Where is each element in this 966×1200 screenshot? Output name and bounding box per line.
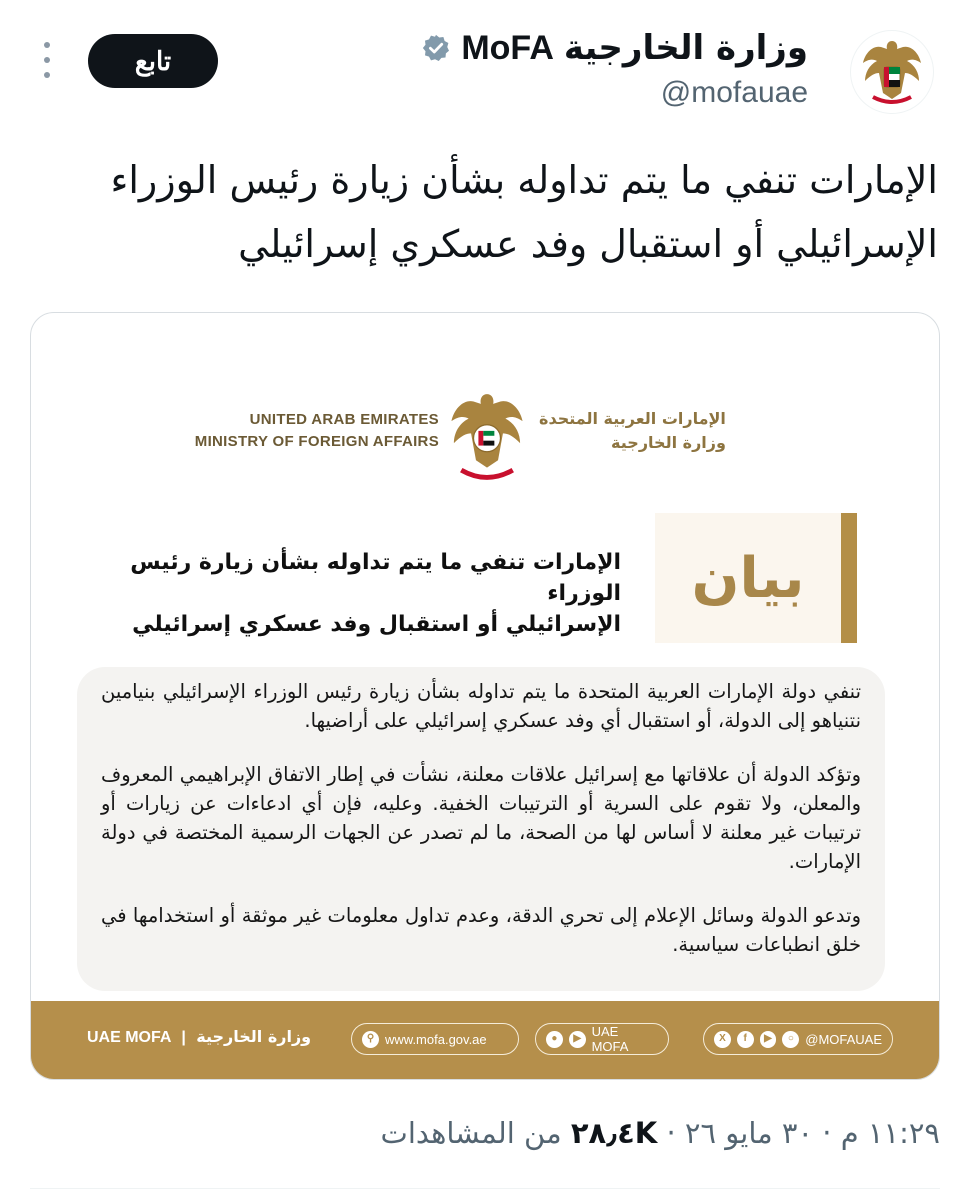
footer-brand-sep: | bbox=[181, 1029, 186, 1046]
statement-heading-line: الإسرائيلي أو استقبال وفد عسكري إسرائيلي bbox=[132, 612, 621, 637]
instagram-icon: ○ bbox=[782, 1031, 799, 1048]
footer-brand-ar: وزارة الخارجية bbox=[196, 1027, 312, 1046]
statement-body bbox=[77, 667, 885, 991]
tweet-text-line: الإسرائيلي أو استقبال وفد عسكري إسرائيلي bbox=[238, 222, 938, 266]
statement-heading bbox=[61, 547, 621, 640]
tweet-time[interactable]: ١١:٢٩ م bbox=[840, 1116, 940, 1150]
letterhead-ar-line: الإمارات العربية المتحدة bbox=[539, 409, 726, 428]
footer-app-label: UAE MOFA bbox=[591, 1024, 629, 1054]
divider bbox=[30, 1188, 940, 1189]
footer-brand-en: UAE MOFA bbox=[87, 1029, 171, 1046]
statement-label: بيان bbox=[691, 545, 805, 611]
tweet-date[interactable]: ٣٠ مايو ٢٦ bbox=[684, 1116, 814, 1150]
footer-brand bbox=[87, 1027, 311, 1047]
letterhead-ar bbox=[539, 407, 726, 455]
display-name[interactable] bbox=[421, 28, 808, 68]
statement-label-box bbox=[655, 513, 857, 643]
letterhead-en-line: UNITED ARAB EMIRATES bbox=[249, 411, 439, 428]
statement-paragraph: تنفي دولة الإمارات العربية المتحدة ما يتم تداوله بشأن زيارة رئيس الوزراء الإسرائيلي بنيامين نتنياهو إلى الدولة، أو استقبال أي وفد عسكري إسرائيلي على أراضيها. bbox=[101, 680, 861, 732]
footer-app-pill bbox=[535, 1023, 669, 1055]
views-label: من المشاهدات bbox=[380, 1116, 562, 1150]
statement-paragraph: وتؤكد الدولة أن علاقاتها مع إسرائيل علاقات معلنة، نشأت في إطار الاتفاق الإبراهيمي المعروف والمعلن، ولا تقوم على السرية أو الترتيبات الخفية. وعليه، فإن أي ادعاءات عن زيارات أو ترتيبات غير معلنة لا أساس لها من الصحة، ما لم تصدر عن الجهات الرسمية المختصة في دولة الإمارات. bbox=[101, 763, 861, 873]
tweet-image[interactable] bbox=[30, 312, 940, 1080]
footer-website: www.mofa.gov.ae bbox=[385, 1031, 487, 1047]
uae-emblem-icon bbox=[449, 389, 525, 485]
emblem-icon bbox=[861, 37, 923, 107]
verified-badge-icon bbox=[421, 33, 451, 63]
tweet-text-line: الإمارات تنفي ما يتم تداوله بشأن زيارة رئيس الوزراء bbox=[110, 158, 938, 202]
avatar[interactable] bbox=[850, 30, 934, 114]
apple-icon: ● bbox=[546, 1031, 563, 1048]
display-name-ar: وزارة الخارجية bbox=[563, 28, 808, 68]
letterhead-en bbox=[195, 409, 439, 453]
statement-paragraph: وتدعو الدولة وسائل الإعلام إلى تحري الدقة، وعدم تداول معلومات غير موثقة أو استخدامها في خلق انطباعات سياسية. bbox=[101, 904, 861, 956]
tweet-meta bbox=[381, 1116, 940, 1150]
footer-website-pill bbox=[351, 1023, 519, 1055]
footer-social-handle: @MOFAUAE bbox=[805, 1031, 883, 1047]
views-count[interactable]: ٢٨٫٤K bbox=[570, 1116, 658, 1150]
tweet-text bbox=[38, 148, 938, 276]
letterhead-ar-line: وزارة الخارجية bbox=[611, 433, 726, 452]
facebook-icon: f bbox=[737, 1031, 754, 1048]
search-icon: ⚲ bbox=[362, 1031, 379, 1048]
follow-button[interactable]: تابع bbox=[88, 34, 218, 88]
more-options-icon[interactable] bbox=[38, 42, 56, 78]
letterhead-en-line: MINISTRY OF FOREIGN AFFAIRS bbox=[194, 433, 439, 450]
youtube-icon: ▶ bbox=[760, 1031, 777, 1048]
display-name-en: MoFA bbox=[461, 28, 554, 67]
google-play-icon: ▶ bbox=[569, 1031, 586, 1048]
statement-footer bbox=[31, 1001, 939, 1080]
tweet-meta-separator: · bbox=[822, 1116, 832, 1150]
letterhead bbox=[31, 389, 939, 499]
tweet-meta-separator: · bbox=[666, 1116, 676, 1150]
statement-heading-line: الإمارات تنفي ما يتم تداوله بشأن زيارة رئيس الوزراء bbox=[130, 550, 621, 606]
footer-social-pill bbox=[703, 1023, 893, 1055]
handle[interactable]: @mofauae bbox=[660, 76, 808, 109]
x-icon: X bbox=[714, 1031, 731, 1048]
